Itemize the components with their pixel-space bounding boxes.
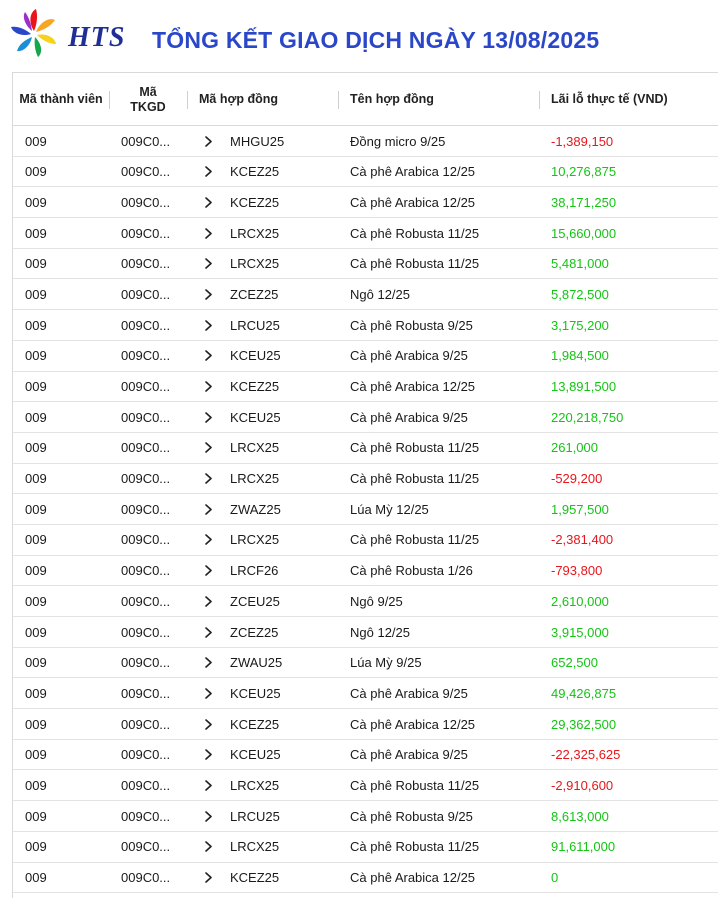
column-divider — [338, 91, 339, 109]
account-id-cell: 009C0... — [121, 563, 171, 579]
pnl-cell: -793,800 — [551, 563, 603, 579]
account-id-cell: 009C0... — [121, 655, 171, 671]
contract-name-cell: Cà phê Robusta 9/25 — [350, 317, 473, 333]
contract-code-cell: KCEU25 — [230, 348, 281, 364]
expand-chevron-icon[interactable] — [201, 402, 215, 432]
expand-chevron-icon[interactable] — [201, 249, 215, 279]
member-id-cell: 009 — [25, 839, 47, 855]
contract-code-cell: ZWAU25 — [230, 655, 283, 671]
contract-code-cell: ZCEZ25 — [230, 624, 279, 640]
table-row[interactable] — [13, 770, 718, 801]
table-row[interactable] — [13, 586, 718, 617]
pnl-cell: 5,872,500 — [551, 286, 609, 302]
member-id-cell: 009 — [25, 808, 47, 824]
chevron-right-icon — [204, 749, 213, 760]
pnl-cell: 8,613,000 — [551, 808, 609, 824]
contract-name-cell: Cà phê Robusta 11/25 — [350, 225, 480, 241]
expand-chevron-icon[interactable] — [201, 341, 215, 371]
pnl-cell: 1,957,500 — [551, 501, 609, 517]
member-id-cell: 009 — [25, 870, 47, 885]
page-title: TỔNG KẾT GIAO DỊCH NGÀY 13/08/2025 — [152, 27, 600, 53]
contract-name-cell: Ngô 12/25 — [350, 286, 410, 302]
chevron-right-icon — [204, 811, 213, 822]
chevron-right-icon — [204, 841, 213, 852]
table-row[interactable] — [13, 740, 718, 771]
pnl-cell: -2,381,400 — [551, 532, 614, 548]
contract-name-cell: Cà phê Robusta 11/25 — [350, 839, 480, 855]
expand-chevron-icon[interactable] — [201, 433, 215, 463]
member-id-cell: 009 — [25, 440, 47, 456]
expand-chevron-icon[interactable] — [201, 586, 215, 616]
pnl-cell: 652,500 — [551, 655, 598, 671]
table-row[interactable] — [13, 433, 718, 464]
chevron-right-icon — [204, 627, 213, 638]
pnl-cell: 38,171,250 — [551, 194, 617, 210]
account-id-cell: 009C0... — [121, 593, 171, 609]
member-id-cell: 009 — [25, 286, 47, 302]
expand-chevron-icon[interactable] — [201, 126, 215, 156]
expand-chevron-icon[interactable] — [201, 464, 215, 494]
account-id-cell: 009C0... — [121, 348, 171, 364]
contract-code-cell: LRCX25 — [230, 839, 280, 855]
column-divider — [539, 91, 540, 109]
account-id-cell: 009C0... — [121, 808, 171, 824]
member-id-cell: 009 — [25, 194, 47, 210]
column-header-contract-name: Tên hợp đồng — [350, 92, 434, 106]
pnl-cell: 29,362,500 — [551, 716, 617, 732]
chevron-right-icon — [204, 719, 213, 730]
member-id-cell: 009 — [25, 747, 47, 763]
expand-chevron-icon[interactable] — [201, 770, 215, 800]
expand-chevron-icon[interactable] — [201, 709, 215, 739]
contract-code-cell: KCEZ25 — [230, 164, 280, 180]
expand-chevron-icon[interactable] — [201, 678, 215, 708]
contract-code-cell: MHGU25 — [230, 133, 285, 149]
account-id-cell: 009C0... — [121, 256, 171, 272]
expand-chevron-icon[interactable] — [201, 617, 215, 647]
contract-name-cell: Cà phê Arabica 9/25 — [350, 685, 468, 701]
account-id-cell: 009C0... — [121, 839, 171, 855]
pnl-cell: 91,611,000 — [551, 839, 616, 855]
chevron-right-icon — [204, 657, 213, 668]
member-id-cell: 009 — [25, 593, 47, 609]
expand-chevron-icon[interactable] — [201, 863, 215, 893]
table-row[interactable] — [13, 187, 718, 218]
member-id-cell: 009 — [25, 471, 47, 487]
contract-code-cell: LRCX25 — [230, 440, 280, 456]
member-id-cell: 009 — [25, 164, 47, 180]
contract-code-cell: KCEZ25 — [230, 379, 280, 394]
table-row[interactable] — [13, 678, 718, 709]
table-row[interactable] — [13, 464, 718, 495]
table-row[interactable] — [13, 372, 718, 403]
account-id-cell: 009C0... — [121, 685, 171, 701]
contract-code-cell: KCEZ25 — [230, 716, 280, 732]
member-id-cell: 009 — [25, 685, 47, 701]
contract-code-cell: KCEU25 — [230, 747, 281, 763]
contract-code-cell: LRCX25 — [230, 225, 280, 241]
table-row[interactable] — [13, 801, 718, 832]
contract-name-cell: Ngô 9/25 — [350, 593, 403, 609]
account-id-cell: 009C0... — [121, 194, 171, 210]
member-id-cell: 009 — [25, 777, 47, 793]
pnl-cell: 15,660,000 — [551, 225, 617, 241]
table-row[interactable] — [13, 648, 718, 679]
column-divider — [187, 91, 188, 109]
pnl-cell: 0 — [551, 870, 559, 885]
table-row[interactable] — [13, 249, 718, 280]
table-row[interactable] — [13, 341, 718, 372]
member-id-cell: 009 — [25, 655, 47, 671]
contract-code-cell: LRCX25 — [230, 532, 280, 548]
account-id-cell: 009C0... — [121, 870, 171, 885]
pnl-cell: -2,910,600 — [551, 777, 614, 793]
table-row[interactable] — [13, 525, 718, 556]
table-row[interactable] — [13, 279, 718, 310]
chevron-right-icon — [204, 289, 213, 300]
contract-name-cell: Cà phê Robusta 11/25 — [350, 256, 480, 272]
pnl-cell: -22,325,625 — [551, 747, 621, 763]
table-header — [13, 73, 718, 126]
chevron-right-icon — [204, 136, 213, 147]
column-header-contract-code: Mã hợp đồng — [199, 92, 279, 106]
table-row[interactable] — [13, 709, 718, 740]
chevron-right-icon — [204, 688, 213, 699]
contract-code-cell: ZCEU25 — [230, 593, 280, 609]
contract-name-cell: Cà phê Robusta 9/25 — [350, 808, 473, 824]
member-id-cell: 009 — [25, 501, 47, 517]
chevron-right-icon — [204, 166, 213, 177]
table-row[interactable] — [13, 863, 718, 894]
contract-code-cell: LRCF26 — [230, 563, 279, 579]
chevron-right-icon — [204, 565, 213, 576]
contract-name-cell: Lúa Mỳ 9/25 — [350, 655, 422, 671]
chevron-right-icon — [204, 258, 213, 269]
member-id-cell: 009 — [25, 409, 47, 425]
contract-code-cell: LRCU25 — [230, 317, 280, 333]
pnl-cell: 2,610,000 — [551, 593, 609, 609]
contract-code-cell: KCEU25 — [230, 409, 281, 425]
contract-code-cell: LRCX25 — [230, 471, 280, 487]
account-id-cell: 009C0... — [121, 532, 171, 548]
expand-chevron-icon[interactable] — [201, 740, 215, 770]
chevron-right-icon — [204, 197, 213, 208]
contract-code-cell: ZWAZ25 — [230, 501, 281, 517]
contract-code-cell: KCEZ25 — [230, 194, 280, 210]
table-row[interactable] — [13, 402, 718, 433]
table-row[interactable] — [13, 126, 718, 157]
pnl-cell: 3,175,200 — [551, 317, 609, 333]
account-id-cell: 009C0... — [121, 409, 171, 425]
expand-chevron-icon[interactable] — [201, 279, 215, 309]
logo-text: HTS — [68, 22, 126, 53]
member-id-cell: 009 — [25, 624, 47, 640]
pnl-cell: 3,915,000 — [551, 624, 609, 640]
expand-chevron-icon[interactable] — [201, 648, 215, 678]
contract-name-cell: Cà phê Arabica 12/25 — [350, 870, 476, 885]
account-id-cell: 009C0... — [121, 164, 171, 180]
contract-name-cell: Cà phê Arabica 12/25 — [350, 194, 476, 210]
account-id-cell: 009C0... — [121, 379, 171, 394]
hts-logo-icon — [8, 8, 60, 60]
chevron-right-icon — [204, 412, 213, 423]
pnl-cell: 220,218,750 — [551, 409, 624, 425]
expand-chevron-icon[interactable] — [201, 218, 215, 248]
contract-name-cell: Cà phê Robusta 11/25 — [350, 440, 480, 456]
chevron-right-icon — [204, 872, 213, 883]
pnl-cell: 1,984,500 — [551, 348, 609, 364]
chevron-right-icon — [204, 473, 213, 484]
account-id-cell: 009C0... — [121, 501, 171, 517]
table-row[interactable] — [13, 617, 718, 648]
contract-name-cell: Cà phê Robusta 1/26 — [350, 563, 473, 579]
contract-name-cell: Cà phê Arabica 12/25 — [350, 379, 476, 394]
pnl-cell: 49,426,875 — [551, 685, 617, 701]
account-id-cell: 009C0... — [121, 286, 171, 302]
table-body — [13, 126, 718, 893]
contract-name-cell: Cà phê Robusta 11/25 — [350, 777, 480, 793]
chevron-right-icon — [204, 534, 213, 545]
contract-name-cell: Cà phê Robusta 11/25 — [350, 532, 480, 548]
table-row[interactable] — [13, 556, 718, 587]
contract-name-cell: Lúa Mỳ 12/25 — [350, 501, 429, 517]
expand-chevron-icon[interactable] — [201, 187, 215, 217]
contract-code-cell: ZCEZ25 — [230, 286, 279, 302]
account-id-cell: 009C0... — [121, 133, 171, 149]
chevron-right-icon — [204, 780, 213, 791]
chevron-right-icon — [204, 442, 213, 453]
contract-code-cell: KCEU25 — [230, 685, 281, 701]
contract-name-cell: Cà phê Arabica 12/25 — [350, 164, 476, 180]
chevron-right-icon — [204, 596, 213, 607]
pnl-cell: 10,276,875 — [551, 164, 617, 180]
member-id-cell: 009 — [25, 225, 47, 241]
account-id-cell: 009C0... — [121, 440, 171, 456]
contract-name-cell: Ngô 12/25 — [350, 624, 410, 640]
pnl-cell: 5,481,000 — [551, 256, 609, 272]
contract-code-cell: LRCX25 — [230, 256, 280, 272]
account-id-cell: 009C0... — [121, 624, 171, 640]
member-id-cell: 009 — [25, 133, 47, 149]
expand-chevron-icon[interactable] — [201, 157, 215, 187]
contract-name-cell: Đồng micro 9/25 — [350, 133, 446, 149]
chevron-right-icon — [204, 381, 213, 392]
column-header-member-id: Mã thành viên — [19, 92, 103, 106]
contract-name-cell: Cà phê Arabica 12/25 — [350, 716, 476, 732]
pnl-cell: 13,891,500 — [551, 379, 617, 394]
expand-chevron-icon[interactable] — [201, 494, 215, 524]
contract-code-cell: KCEZ25 — [230, 870, 280, 885]
account-id-cell: 009C0... — [121, 471, 171, 487]
member-id-cell: 009 — [25, 532, 47, 548]
chevron-right-icon — [204, 504, 213, 515]
expand-chevron-icon[interactable] — [201, 556, 215, 586]
member-id-cell: 009 — [25, 317, 47, 333]
column-header-account-id: Mã TKGD — [130, 84, 166, 114]
chevron-right-icon — [204, 320, 213, 331]
chevron-right-icon — [204, 228, 213, 239]
contract-name-cell: Cà phê Arabica 9/25 — [350, 348, 468, 364]
pnl-cell: -1,389,150 — [551, 133, 614, 149]
contract-name-cell: Cà phê Arabica 9/25 — [350, 747, 468, 763]
expand-chevron-icon[interactable] — [201, 832, 215, 862]
pnl-cell: -529,200 — [551, 471, 603, 487]
member-id-cell: 009 — [25, 348, 47, 364]
chevron-right-icon — [204, 350, 213, 361]
account-id-cell: 009C0... — [121, 317, 171, 333]
transactions-table — [12, 72, 718, 898]
expand-chevron-icon[interactable] — [201, 310, 215, 340]
pnl-cell: 261,000 — [551, 440, 598, 456]
contract-name-cell: Cà phê Arabica 9/25 — [350, 409, 468, 425]
member-id-cell: 009 — [25, 563, 47, 579]
table-row[interactable] — [13, 310, 718, 341]
account-id-cell: 009C0... — [121, 225, 171, 241]
table-row[interactable] — [13, 832, 718, 863]
table-row[interactable] — [13, 218, 718, 249]
account-id-cell: 009C0... — [121, 716, 171, 732]
page-header — [0, 0, 718, 72]
member-id-cell: 009 — [25, 379, 47, 394]
column-header-pnl: Lãi lỗ thực tế (VND) — [551, 92, 668, 106]
expand-chevron-icon[interactable] — [201, 372, 215, 402]
contract-name-cell: Cà phê Robusta 11/25 — [350, 471, 480, 487]
expand-chevron-icon[interactable] — [201, 525, 215, 555]
expand-chevron-icon[interactable] — [201, 801, 215, 831]
member-id-cell: 009 — [25, 256, 47, 272]
table-row[interactable] — [13, 157, 718, 188]
account-id-cell: 009C0... — [121, 777, 171, 793]
table-row[interactable] — [13, 494, 718, 525]
account-id-cell: 009C0... — [121, 747, 171, 763]
contract-code-cell: LRCX25 — [230, 777, 280, 793]
member-id-cell: 009 — [25, 716, 47, 732]
contract-code-cell: LRCU25 — [230, 808, 280, 824]
